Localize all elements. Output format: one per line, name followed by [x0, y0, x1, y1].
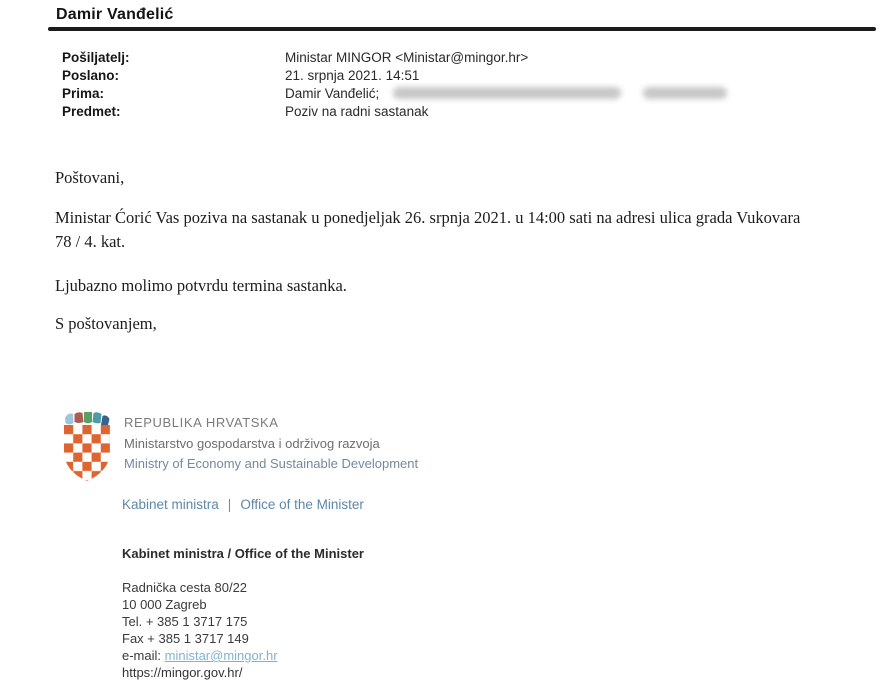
field-label-to: Prima: — [62, 86, 105, 101]
contact-tel: Tel. + 385 1 3717 175 — [122, 614, 248, 629]
header-field-row — [62, 49, 727, 67]
office-name-hr: Kabinet ministra — [122, 497, 219, 512]
redacted-recipient-blur — [643, 87, 727, 99]
field-value-sender: Ministar MINGOR <Ministar@mingor.hr> — [285, 50, 529, 65]
email-label: e-mail: — [122, 648, 165, 663]
page-title: Damir Vanđelić — [56, 6, 174, 23]
signature-org-block — [124, 413, 418, 475]
contact-street: Radnička cesta 80/22 — [122, 580, 248, 595]
header-field-row — [62, 67, 727, 85]
org-ministry-hr: Ministarstvo gospodarstva i održivog razvoja — [124, 435, 380, 451]
field-value-to: Damir Vanđelić; — [285, 85, 727, 103]
field-value-subject: Poziv na radni sastanak — [285, 104, 429, 119]
field-label-sent: Poslano: — [62, 68, 120, 83]
field-label-sender: Pošiljatelj: — [62, 50, 130, 65]
email-header-fields — [62, 49, 727, 121]
office-name-en: Office of the Minister — [240, 497, 364, 512]
field-label-subject: Predmet: — [62, 104, 121, 119]
contact-header: Kabinet ministra / Office of the Minister — [122, 546, 364, 561]
redacted-recipient-blur — [393, 87, 621, 99]
contact-email-line — [122, 647, 364, 664]
email-paragraph: Ministar Ćorić Vas poziva na sastanak u ponedjeljak 26. srpnja 2021. u 14:00 sati na adresi ulica grada Vukovara 78 / 4. kat. — [55, 208, 801, 251]
signature-office-line — [122, 497, 364, 512]
org-country: REPUBLIKA HRVATSKA — [124, 415, 279, 430]
header-field-row — [62, 85, 727, 103]
org-ministry-en: Ministry of Economy and Sustainable Development — [124, 456, 419, 471]
contact-website: https://mingor.gov.hr/ — [122, 665, 243, 680]
contact-city: 10 000 Zagreb — [122, 597, 207, 612]
contact-block — [122, 545, 364, 681]
office-separator: | — [227, 497, 232, 512]
email-link[interactable]: ministar@mingor.hr — [164, 648, 278, 663]
contact-fax: Fax + 385 1 3717 149 — [122, 631, 249, 646]
header-field-row — [62, 103, 727, 121]
email-closing: S poštovanjem, — [55, 314, 157, 333]
email-request: Ljubazno molimo potvrdu termina sastanka. — [55, 276, 347, 295]
email-salutation: Poštovani, — [55, 168, 125, 187]
field-value-sent: 21. srpnja 2021. 14:51 — [285, 68, 420, 83]
croatian-coat-of-arms-icon — [64, 411, 110, 487]
title-divider — [48, 27, 876, 31]
